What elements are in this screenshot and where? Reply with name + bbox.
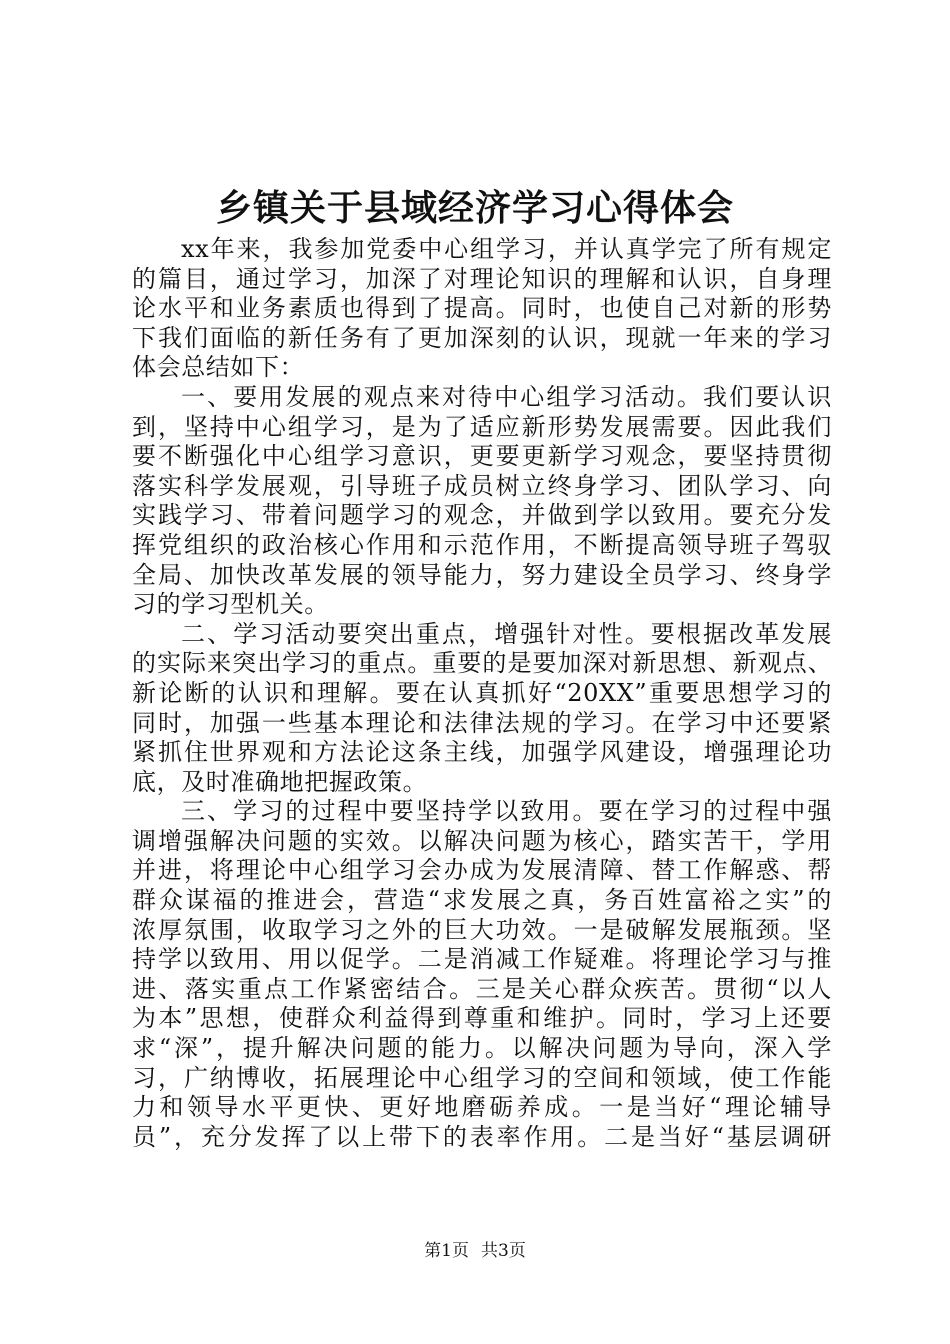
- text-line: 紧抓住世界观和方法论这条主线，加强学风建设，增强理论功: [132, 738, 832, 767]
- page-footer: [0, 1239, 950, 1263]
- text-line: 调增强解决问题的实效。以解决问题为核心，踏实苦干，学用: [132, 826, 832, 855]
- text-line: 论水平和业务素质也得到了提高。同时，也使自己对新的形势: [132, 294, 832, 323]
- text-line: 浓厚氛围，收取学习之外的巨大功效。一是破解发展瓶颈。坚: [132, 915, 832, 944]
- text-line: 底，及时准确地把握政策。: [132, 767, 428, 796]
- text-line: 求“深”，提升解决问题的能力。以解决问题为导向，深入学: [132, 1034, 832, 1063]
- text-line: 二、学习活动要突出重点，增强针对性。要根据改革发展: [181, 619, 832, 648]
- text-line: 员”，充分发挥了以上带下的表率作用。二是当好“基层调研: [132, 1122, 832, 1151]
- document-body: [132, 235, 832, 1152]
- text-line: 进、落实重点工作紧密结合。三是关心群众疾苦。贯彻“以人: [132, 974, 832, 1003]
- page-number-current: 第1页: [424, 1241, 469, 1261]
- text-line: 挥党组织的政治核心作用和示范作用，不断提高领导班子驾驭: [132, 530, 832, 559]
- text-line: xx年来，我参加党委中心组学习，并认真学完了所有规定: [181, 235, 832, 263]
- text-line: 持学以致用、用以促学。二是消减工作疑难。将理论学习与推: [132, 945, 832, 974]
- text-line: 一、要用发展的观点来对待中心组学习活动。我们要认识: [181, 382, 832, 411]
- text-line: 到，坚持中心组学习，是为了适应新形势发展需要。因此我们: [132, 412, 832, 441]
- text-line: 新论断的认识和理解。要在认真抓好“20XX”重要思想学习的: [132, 678, 832, 707]
- text-line: 力和领导水平更快、更好地磨砺养成。一是当好“理论辅导: [132, 1093, 832, 1122]
- text-line: 要不断强化中心组学习意识，更要更新学习观念，要坚持贯彻: [132, 442, 832, 471]
- text-line: 为本”思想，使群众利益得到尊重和维护。同时，学习上还要: [132, 1004, 832, 1033]
- text-line: 并进，将理论中心组学习会办成为发展清障、替工作解惑、帮: [132, 856, 832, 885]
- text-line: 群众谋福的推进会，营造“求发展之真，务百姓富裕之实”的: [132, 886, 832, 915]
- text-line: 三、学习的过程中要坚持学以致用。要在学习的过程中强: [181, 797, 832, 826]
- text-line: 习的学习型机关。: [132, 590, 329, 619]
- text-line: 的篇目，通过学习，加深了对理论知识的理解和认识，自身理: [132, 264, 832, 293]
- text-line: 落实科学发展观，引导班子成员树立终身学习、团队学习、向: [132, 471, 832, 500]
- text-line: 下我们面临的新任务有了更加深刻的认识，现就一年来的学习: [132, 323, 832, 352]
- text-line: 全局、加快改革发展的领导能力，努力建设全员学习、终身学: [132, 560, 832, 589]
- text-line: 体会总结如下：: [132, 353, 305, 382]
- text-line: 实践学习、带着问题学习的观念，并做到学以致用。要充分发: [132, 501, 832, 530]
- page-number-total: 共3页: [481, 1241, 526, 1261]
- text-line: 习，广纳博收，拓展理论中心组学习的空间和领域，使工作能: [132, 1063, 832, 1092]
- document-title: 乡镇关于县域经济学习心得体会: [215, 187, 734, 229]
- text-line: 的实际来突出学习的重点。重要的是要加深对新思想、新观点、: [132, 649, 832, 678]
- text-line: 同时，加强一些基本理论和法律法规的学习。在学习中还要紧: [132, 708, 832, 737]
